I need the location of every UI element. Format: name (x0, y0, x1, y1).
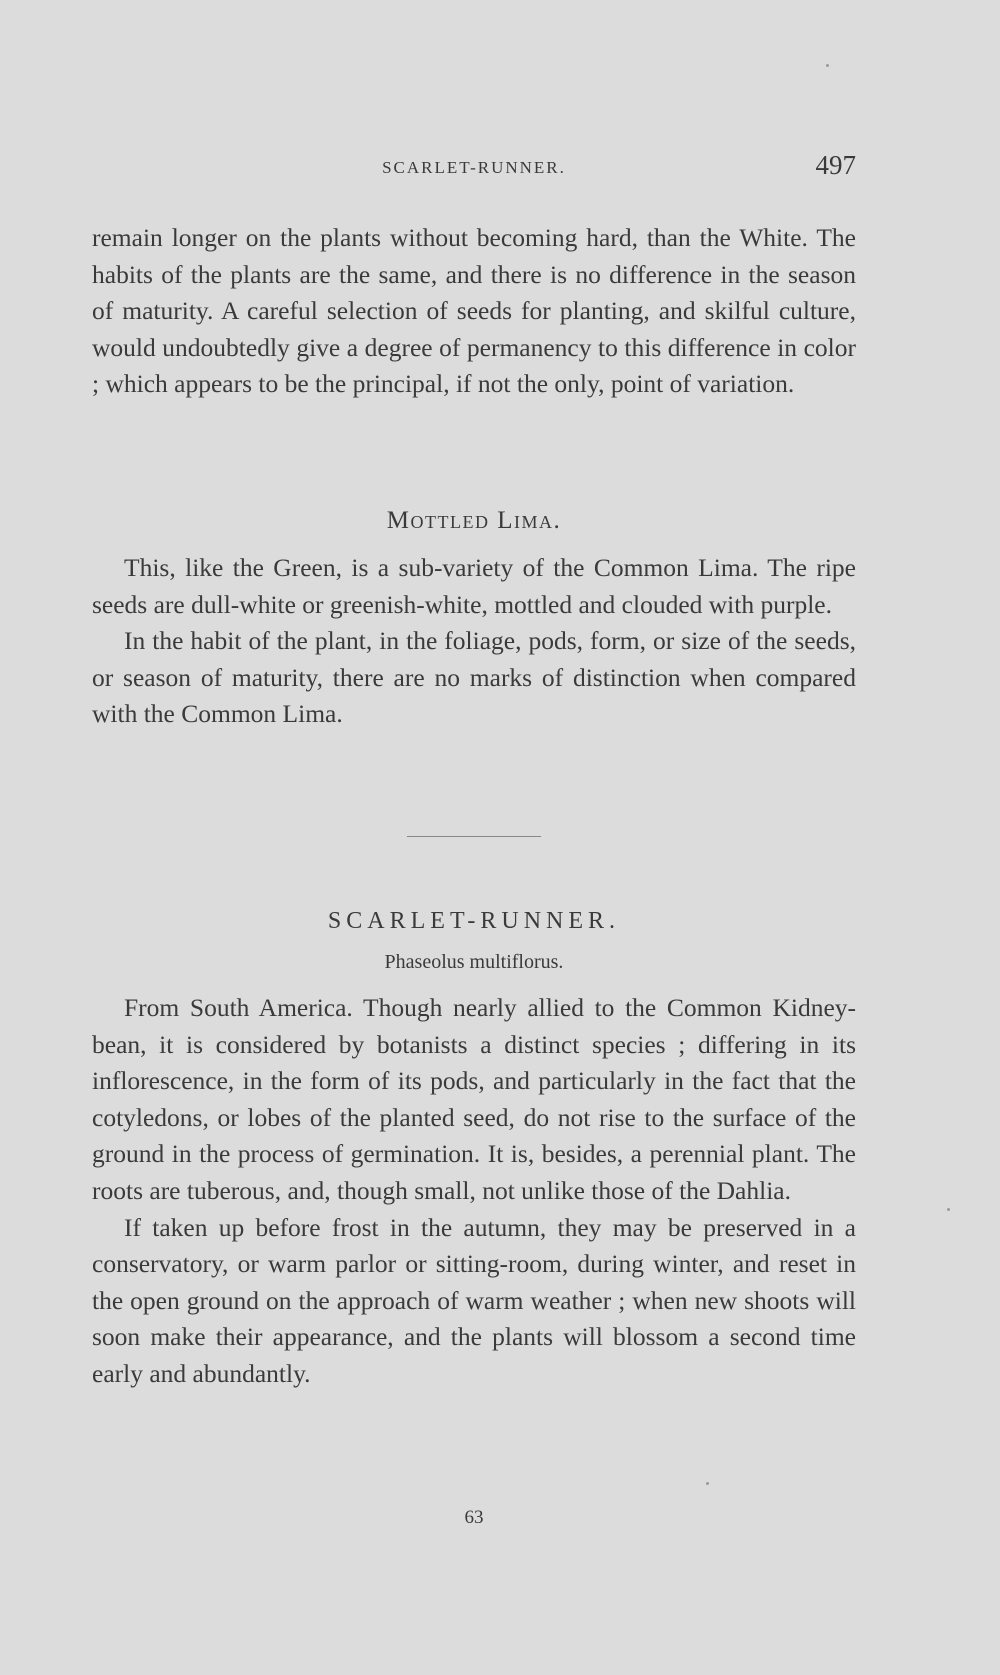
paragraph-text: In the habit of the plant, in the foliage, pods, form, or size of the seeds, or season of maturity, there are no marks of distinction when compared with the Common Lima. (92, 626, 856, 729)
paper-speck (706, 1482, 709, 1485)
signature-mark: 63 (464, 1507, 484, 1528)
mottled-lima-heading: Mottled Lima. (386, 507, 562, 534)
running-head (92, 150, 856, 190)
scarlet-runner-binomial: Phaseolus multiflorus. (384, 951, 564, 973)
paper-speck (826, 64, 829, 67)
paragraph-continuation (92, 220, 856, 403)
running-title: SCARLET-RUNNER. (382, 158, 566, 177)
paper-speck (947, 1208, 950, 1211)
paragraph-text: This, like the Green, is a sub-variety of the Common Lima. The ripe seeds are dull-white or greenish-white, mottled and clouded with purple. (92, 553, 856, 619)
paragraph-text: If taken up before frost in the autumn, they may be preserved in a conservatory, or warm parlor or sitting-room, during winter, and reset in the open ground on the approach of warm weather ; when new shoots will soon make their appearance, and the plants will blossom a second time early and abundantly. (92, 1212, 856, 1388)
scarlet-runner-section (92, 990, 856, 1393)
scarlet-runner-heading: SCARLET-RUNNER. (327, 908, 621, 934)
page-number: 497 (815, 150, 856, 180)
paragraph-text: From South America. Though nearly allied to the Common Kidney-bean, it is considered by botanists a distinct species ; differing in its inflorescence, in the form of its pods, and particularly in the fact that the cotyledons, or lobes of the planted seed, do not rise to the surface of the ground in the process of germination. It is, besides, a perennial plant. The roots are tuberous, and, though small, not unlike those of the Dahlia. (92, 993, 856, 1205)
paragraph-text: remain longer on the plants without becoming hard, than the White. The habits of the plants are the same, and there is no difference in the season of maturity. A careful selection of seeds for planting, and skilful culture, would undoubtedly give a degree of permanency to this difference in color ; which appears to be the principal, if not the only, point of variation. (92, 223, 856, 399)
mottled-lima-section (92, 550, 856, 733)
section-divider-rule (407, 836, 541, 837)
